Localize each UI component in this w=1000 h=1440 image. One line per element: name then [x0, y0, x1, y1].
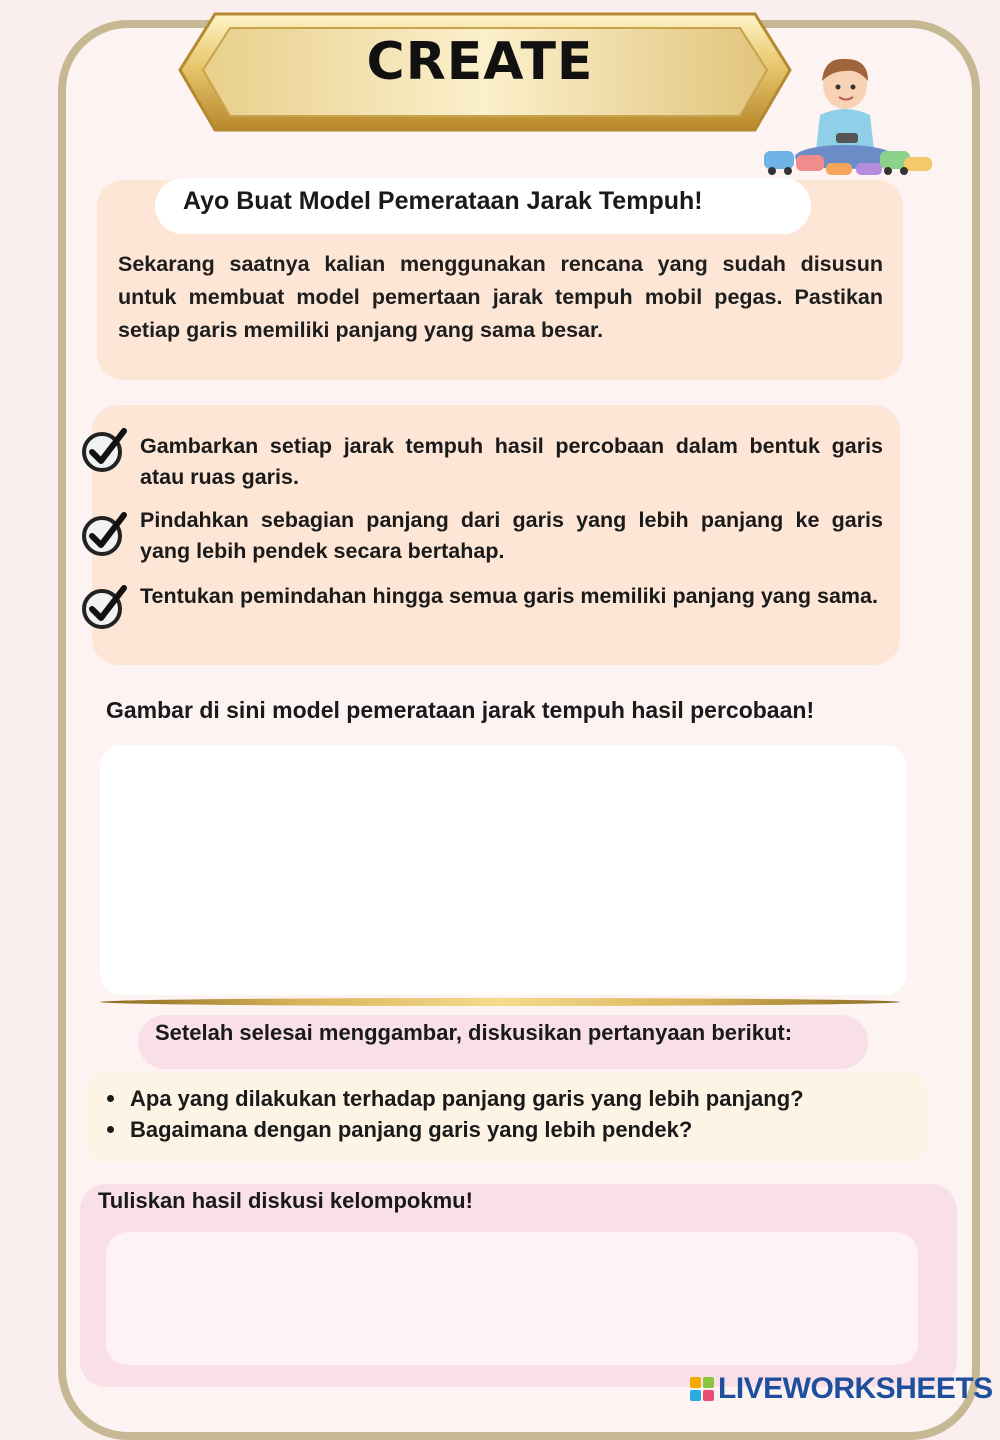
checkmark-icon [80, 426, 130, 476]
child-playing-cars-illustration [760, 55, 935, 183]
drawing-canvas-area[interactable] [100, 745, 907, 995]
result-answer-input[interactable] [106, 1232, 918, 1365]
list-item: Apa yang dilakukan terhadap panjang garis yang lebih panjang? [105, 1083, 804, 1114]
step-text: Gambarkan setiap jarak tempuh hasil percobaan dalam bentuk garis atau ruas garis. [140, 434, 883, 489]
result-label: Tuliskan hasil diskusi kelompokmu! [98, 1188, 473, 1213]
checkmark-icon [80, 510, 130, 560]
questions-list [105, 1083, 804, 1145]
step-text: Tentukan pemindahan hingga semua garis memiliki panjang yang sama. [140, 584, 878, 608]
intro-text: Sekarang saatnya kalian menggunakan rencana yang sudah disusun untuk membuat model pemertaan jarak tempuh mobil pegas. Pastikan setiap garis memiliki panjang yang sama besar. [118, 252, 883, 342]
drawing-label: Gambar di sini model pemerataan jarak tempuh hasil percobaan! [106, 697, 815, 723]
checkmark-icon [80, 583, 130, 633]
gold-divider [100, 998, 900, 1006]
step-text: Pindahkan sebagian panjang dari garis yang lebih panjang ke garis yang lebih pendek secara bertahap. [140, 508, 883, 563]
list-item: Bagaimana dengan panjang garis yang lebih pendek? [105, 1114, 804, 1145]
liveworksheets-grid-icon [690, 1377, 714, 1401]
discussion-title: Setelah selesai menggambar, diskusikan pertanyaan berikut: [155, 1020, 793, 1045]
page-title: CREATE [366, 32, 594, 92]
intro-title: Ayo Buat Model Pemerataan Jarak Tempuh! [183, 187, 703, 215]
liveworksheets-logo-text: LIVEWORKSHEETS [718, 1372, 993, 1405]
title-banner [175, 8, 795, 136]
